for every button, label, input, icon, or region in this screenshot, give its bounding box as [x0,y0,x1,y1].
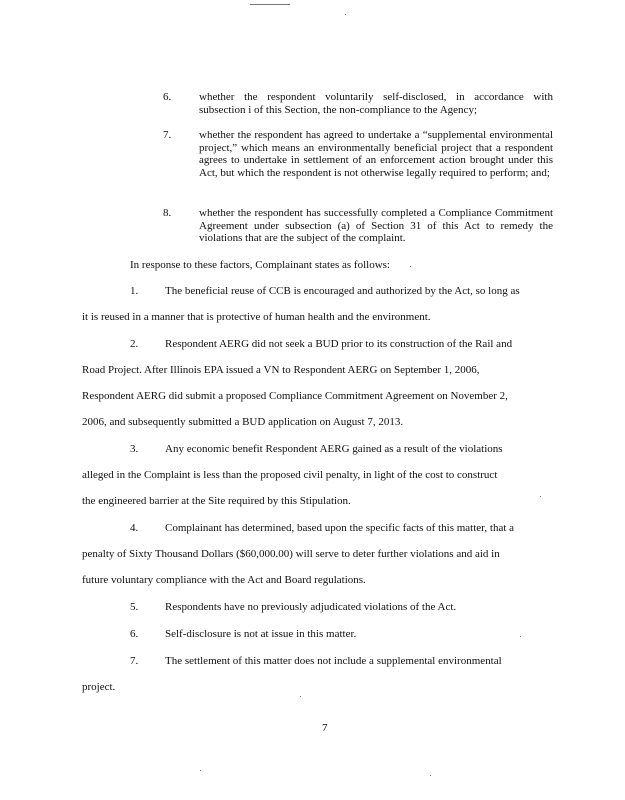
factor-number: 7. [163,129,172,141]
paragraph-number: 1. [130,285,139,297]
paragraph-number: 5. [130,601,139,613]
paragraph-line: future voluntary compliance with the Act and Board regulations. [82,574,366,586]
paragraph-line: Road Project. After Illinois EPA issued a VN to Respondent AERG on September 1, 2006, [82,364,480,376]
factor-text: whether the respondent voluntarily self-disclosed, in accordance with subsection i of this Section, the non-compliance to the Agency; [199,91,553,116]
paragraph-line: The beneficial reuse of CCB is encouraged and authorized by the Act, so long as [165,285,520,297]
scan-artifact [200,770,201,771]
scan-artifact [300,696,301,697]
paragraph-line: it is reused in a manner that is protective of human health and the environment. [82,311,431,323]
factor-text: whether the respondent has agreed to undertake a “supplemental environmental project,” which means an environmentally beneficial project that a respondent agrees to undertake in settlement of an enforcement action brought under this Act, but which the respondent is not otherwise legally required to perform; and; [199,129,553,179]
paragraph-line: the engineered barrier at the Site required by this Stipulation. [82,495,351,507]
scan-artifact [345,14,346,15]
factor-item [163,129,553,179]
factor-item [163,207,553,245]
paragraph-line: alleged in the Complaint is less than the proposed civil penalty, in light of the cost to construct [82,469,498,481]
paragraph-number: 3. [130,443,139,455]
scan-artifact [540,496,541,497]
scan-artifact [410,266,411,267]
scan-artifact [430,775,431,776]
paragraph-number: 4. [130,522,139,534]
paragraph-line: project. [82,681,116,693]
paragraph-line: Complainant has determined, based upon the specific facts of this matter, that a [165,522,515,534]
paragraph-number: 2. [130,338,139,350]
paragraph-line: The settlement of this matter does not include a supplemental environmental [165,655,502,667]
paragraph-line: Any economic benefit Respondent AERG gained as a result of the violations [165,443,503,455]
intro-text: In response to these factors, Complainant states as follows: [130,259,390,271]
factor-text: whether the respondent has successfully completed a Compliance Commitment Agreement under subsection (a) of Section 31 of this Act to remedy the violations that are the subject of the complaint. [199,207,553,244]
factor-item [163,91,553,116]
factor-number: 8. [163,207,172,219]
paragraph-number: 6. [130,628,139,640]
scan-artifact [520,636,521,637]
paragraph-number: 7. [130,655,139,667]
paragraph-line: Self-disclosure is not at issue in this matter. [165,628,357,640]
paragraph-line: Respondent AERG did submit a proposed Compliance Commitment Agreement on November 2, [82,390,508,402]
factor-number: 6. [163,91,172,103]
scan-artifact [250,4,290,5]
paragraph-line: Respondent AERG did not seek a BUD prior to its construction of the Rail and [165,338,513,350]
page-number: 7 [322,722,328,734]
paragraph-line: 2006, and subsequently submitted a BUD application on August 7, 2013. [82,416,404,428]
paragraph-line: penalty of Sixty Thousand Dollars ($60,000.00) will serve to deter further violations and aid in [82,548,500,560]
paragraph-line: Respondents have no previously adjudicated violations of the Act. [165,601,457,613]
